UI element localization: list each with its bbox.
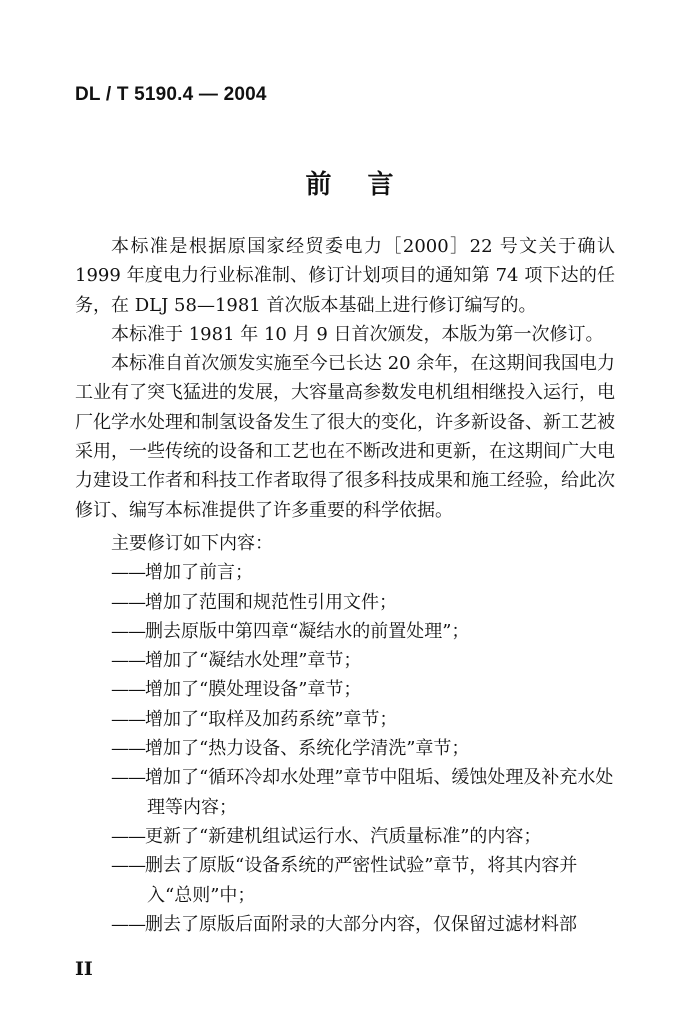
section-title: 前言 (305, 170, 430, 200)
paragraph-revision-basis: 本标准是根据原国家经贸委电力［2000］22 号文关于确认 1999 年度电力行业标准制、修订计划项目的通知第 74 项下达的任务，在 DLJ 58—1981 首次版本基础上进行修订编写的。 (75, 236, 615, 316)
list-item-text: 增加了“凝结水处理”章节； (145, 650, 362, 672)
list-item-text: 增加了范围和规范性引用文件； (145, 591, 397, 613)
list-item (75, 705, 615, 734)
paragraph-background: 本标准自首次颁发实施至今已长达 20 余年，在这期间我国电力工业有了突飞猛进的发展，大容量高参数发电机组相继投入运行，电厂化学水处理和制氢设备发生了很大的变化，许多新设备、新工艺被采用，一些传统的设备和工艺也在不断改进和更新，在这期间广大电力建设工作者和科技工作者取得了很多科技成果和施工经验，给此次修订、编写本标准提供了许多重要的科学依据。 (75, 353, 615, 521)
list-item-text: 删去原版中第四章“凝结水的前置处理”； (145, 620, 470, 642)
list-item-text: 增加了“循环冷却水处理”章节中阻垢、缓蚀处理及补充水处理等内容； (145, 767, 614, 818)
list-dash: —— (111, 767, 145, 789)
list-dash: —— (111, 562, 145, 584)
list-item-text: 删去了原版后面附录的大部分内容，仅保留过滤材料部 (145, 913, 577, 935)
revisions-intro: 主要修订如下内容： (111, 532, 273, 554)
list-dash: —— (111, 591, 145, 613)
list-item-text: 更新了“新建机组试运行水、汽质量标准”的内容； (145, 825, 542, 847)
list-item (75, 851, 615, 910)
list-item (75, 646, 615, 675)
list-item (75, 910, 615, 939)
list-dash: —— (111, 708, 145, 730)
list-dash: —— (111, 825, 145, 847)
list-item (75, 588, 615, 617)
list-dash: —— (111, 679, 145, 701)
list-item-text: 增加了“取样及加药系统”章节； (145, 708, 398, 730)
list-dash: —— (111, 855, 145, 877)
list-item-text: 删去了原版“设备系统的严密性试验”章节，将其内容并入“总则”中； (145, 855, 578, 906)
list-item (75, 675, 615, 704)
list-dash: —— (111, 620, 145, 642)
list-item-text: 增加了“膜处理设备”章节； (145, 679, 362, 701)
revisions-list (75, 558, 615, 939)
list-item (75, 734, 615, 763)
list-dash: —— (111, 650, 145, 672)
list-item (75, 558, 615, 587)
list-item (75, 617, 615, 646)
paragraph-issue-history: 本标准于 1981 年 10 月 9 日首次颁发，本版为第一次修订。 (111, 323, 604, 345)
list-item-text: 增加了“热力设备、系统化学清洗”章节； (145, 738, 470, 760)
foreword-body (75, 232, 615, 939)
list-dash: —— (111, 913, 145, 935)
list-item (75, 822, 615, 851)
list-item-text: 增加了前言； (145, 562, 253, 584)
page-number: II (75, 958, 93, 980)
list-item (75, 763, 615, 822)
standard-code-header: DL / T 5190.4 — 2004 (75, 84, 267, 105)
list-dash: —— (111, 738, 145, 760)
